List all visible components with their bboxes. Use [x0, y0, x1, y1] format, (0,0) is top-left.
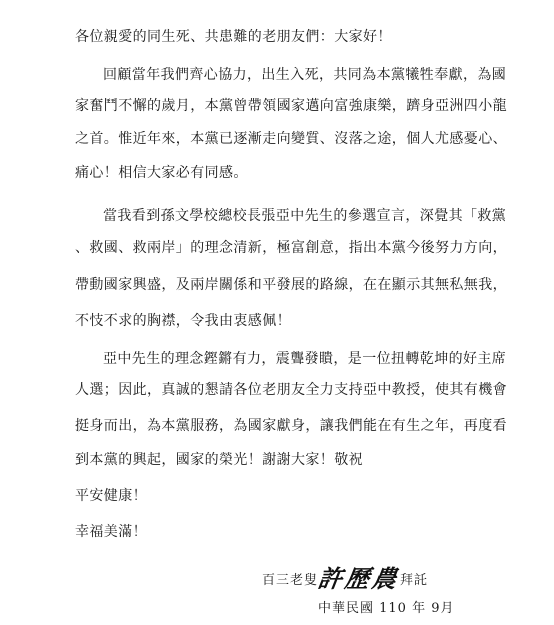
paragraph-line: 人選；因此，真誠的懇請各位老朋友全力支持亞中教授，使其有機會 [75, 382, 507, 398]
signature-block [0, 564, 554, 602]
paragraph-line: 到本黨的興起，國家的榮光！謝謝大家！敬祝 [75, 452, 363, 468]
paragraph-line: 家奮鬥不懈的歲月，本黨曾帶領國家邁向富強康樂，躋身亞洲四小龍 [75, 98, 507, 114]
paragraph-line: 當我看到孫文學校總校長張亞中先生的參選宣言，深覺其「救黨 [103, 208, 507, 224]
wish-line: 平安健康！ [75, 488, 147, 504]
paragraph-line: 帶動國家興盛，及兩岸關係和平發展的路線，在在顯示其無私無我， [75, 277, 507, 293]
letter-greeting: 各位親愛的同生死、共患難的老朋友們：大家好！ [75, 29, 392, 45]
paragraph-line: 挺身而出，為本黨服務，為國家獻身，讓我們能在有生之年，再度看 [75, 418, 507, 434]
paragraph-line: 、救國、救兩岸」的理念清新，極富創意，指出本黨今後努力方向， [75, 240, 507, 256]
paragraph-line: 之首。惟近年來，本黨已逐漸走向變質、沒落之途，個人尤感憂心、 [75, 131, 507, 147]
signature-title: 百三老叟 [262, 573, 319, 588]
paragraph-line: 回顧當年我們齊心協力，出生入死，共同為本黨犧牲奉獻，為國 [103, 67, 507, 83]
paragraph-line: 不忮不求的胸襟，令我由衷感佩！ [75, 313, 291, 329]
paragraph-line: 亞中先生的理念鏗鏘有力，震聾發瞶，是一位扭轉乾坤的好主席 [103, 351, 507, 367]
paragraph-line: 痛心！相信大家必有同感。 [75, 165, 248, 181]
letter-date: 中華民國 110 年 9月 [318, 601, 455, 616]
wish-line: 幸福美滿！ [75, 524, 147, 540]
signature-name: 許歷農 [316, 564, 402, 593]
signature-closing: 拜託 [400, 573, 429, 588]
